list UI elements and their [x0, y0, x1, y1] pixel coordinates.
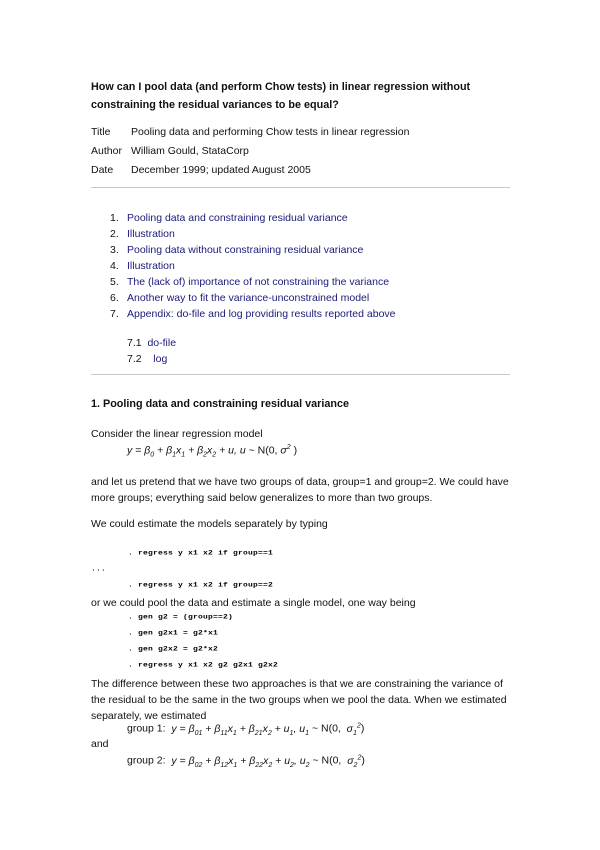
- conjunction-text: and: [91, 738, 109, 750]
- code-line: . gen g2x1 = g2*x1: [128, 630, 219, 637]
- paragraph: The difference between these two approaches is that we are constraining the variance of the residual to be the same in the two groups when we pool the data. When we estimated separately, we estimated: [91, 678, 507, 722]
- toc-link-2[interactable]: Illustration: [127, 228, 175, 240]
- toc-link-1[interactable]: Pooling data and constraining residual variance: [127, 212, 348, 224]
- paragraph: Consider the linear regression model: [91, 428, 263, 440]
- paragraph: and let us pretend that we have two groups of data, group=1 and group=2. We could have more groups; everything said below generalizes to more than two groups.: [91, 476, 509, 504]
- group1-label: group 1:: [127, 722, 166, 735]
- meta-date-value: December 1999; updated August 2005: [131, 164, 311, 176]
- meta-title-value: Pooling data and performing Chow tests in linear regression: [131, 126, 410, 138]
- equation-group2: group 2: $y = \beta_{02} + \beta_{12}x_1 + \beta_{22}x_2 + u_2$, $u_2$ ~ N(0, $\sigma_2^2$): [127, 754, 365, 769]
- toc-link-7[interactable]: Appendix: do-file and log providing results reported above: [127, 308, 396, 320]
- subtoc-item-2: [127, 353, 167, 365]
- toc-num: 3.: [110, 244, 119, 256]
- meta-title-key: Title: [91, 126, 111, 138]
- toc-num: 1.: [110, 212, 119, 224]
- code-line: . regress y x1 x2 if group==1: [128, 550, 274, 557]
- divider: [91, 187, 510, 188]
- toc-link-6[interactable]: Another way to fit the variance-unconstrained model: [127, 292, 370, 304]
- code-line: . regress y x1 x2 if group==2: [128, 582, 274, 589]
- meta-author-key: Author: [91, 145, 122, 157]
- code-line: ...: [91, 566, 107, 573]
- subtoc-link-do-file[interactable]: do-file: [147, 337, 177, 349]
- subtoc-link-log[interactable]: log: [153, 353, 168, 365]
- subtoc-num: 7.2: [127, 353, 142, 365]
- equation-group1: group 1: $y = \beta_{01} + \beta_{11}x_1 + \beta_{21}x_2 + u_1$, $u_1$ ~ N(0, $\sigma_1^2$): [127, 722, 365, 737]
- toc-num: 2.: [110, 228, 119, 240]
- code-line: . gen g2 = (group==2): [128, 614, 234, 621]
- toc-link-5[interactable]: The (lack of) importance of not constraining the variance: [127, 276, 390, 288]
- equation-model: $y = \beta_0 + \beta_1x_1 + \beta_2x_2 + u$, u ~ N(0, $\sigma^2$ ): [127, 444, 298, 459]
- toc-num: 7.: [110, 308, 119, 320]
- code-line: . regress y x1 x2 g2 g2x1 g2x2: [128, 662, 279, 669]
- toc-num: 5.: [110, 276, 119, 288]
- toc-num: 6.: [110, 292, 119, 304]
- page-title: How can I pool data (and perform Chow tests) in linear regression without constraining the residual variances to be equal?: [91, 81, 471, 111]
- subtoc-num: 7.1: [127, 337, 142, 349]
- group2-label: group 2:: [127, 754, 166, 767]
- paragraph: We could estimate the models separately by typing: [91, 518, 328, 530]
- section-heading: 1. Pooling data and constraining residual variance: [91, 398, 349, 410]
- toc-link-4[interactable]: Illustration: [127, 260, 175, 272]
- toc-link-3[interactable]: Pooling data without constraining residual variance: [127, 244, 364, 256]
- code-line: . gen g2x2 = g2*x2: [128, 646, 219, 653]
- paragraph: or we could pool the data and estimate a single model, one way being: [91, 597, 416, 609]
- meta-date-key: Date: [91, 164, 114, 176]
- divider: [91, 374, 510, 375]
- subtoc-item-1: [127, 337, 176, 349]
- meta-author-value: William Gould, StataCorp: [131, 145, 249, 157]
- toc-num: 4.: [110, 260, 119, 272]
